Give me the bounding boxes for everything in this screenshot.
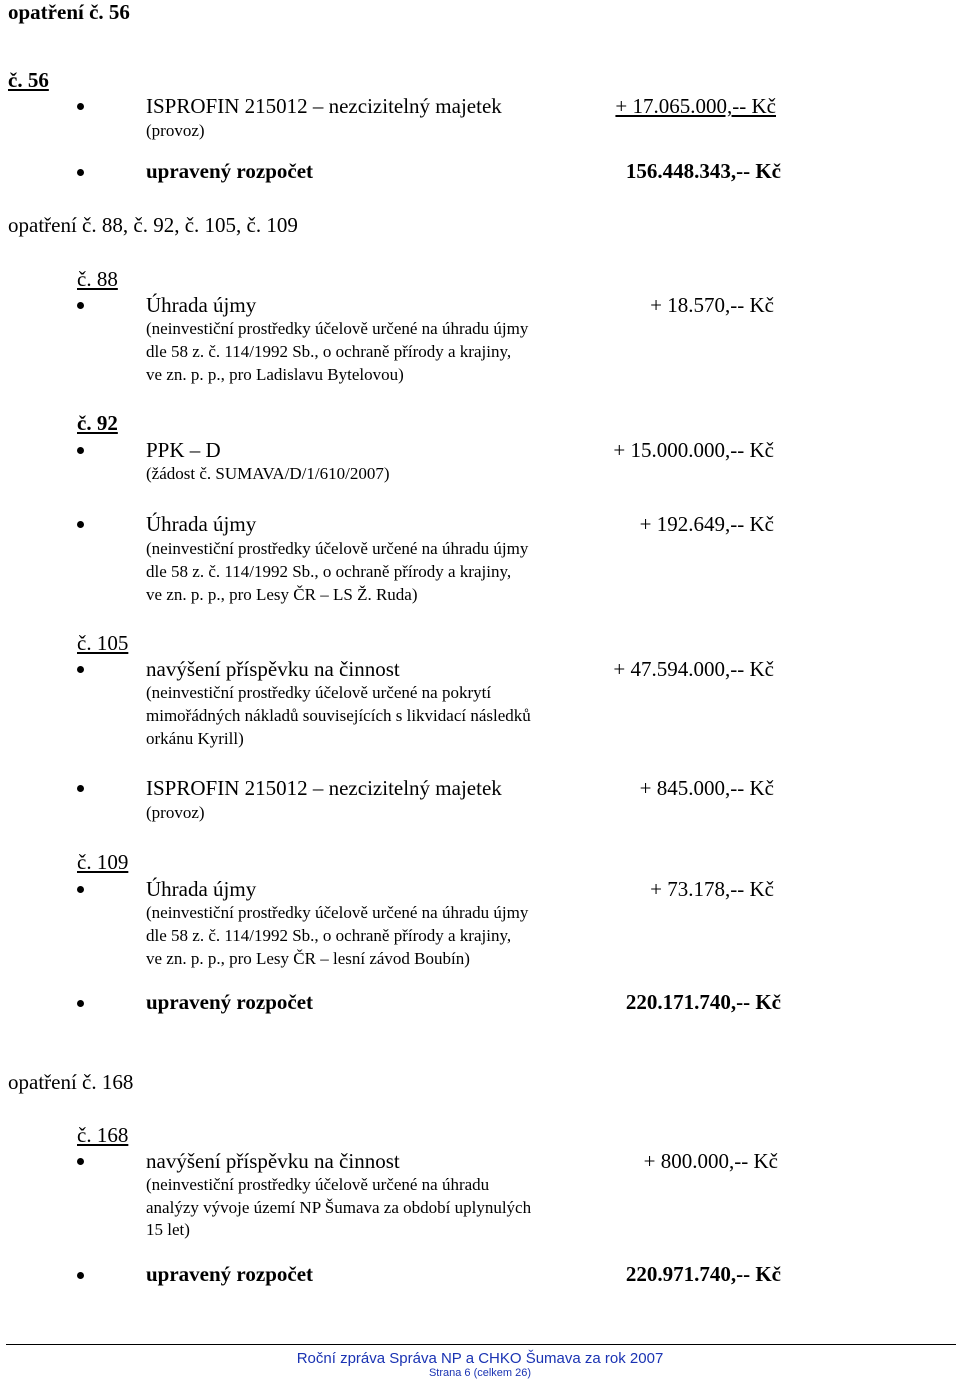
budget-amount: 156.448.343,-- Kč (625, 159, 781, 183)
item-detail-line: orkánu Kyrill) (146, 729, 244, 748)
item-note: (provoz) (146, 121, 205, 140)
item-detail-line: (neinvestiční prostředky účelově určené na úhradu újmy (146, 539, 529, 558)
budget-amount: 220.171.740,-- Kč (625, 990, 781, 1014)
section-heading-56: opatření č. 56 (8, 0, 130, 24)
item-detail-line: (neinvestiční prostředky účelově určené na úhradu (146, 1175, 490, 1194)
item-amount: + 17.065.000,-- Kč (615, 94, 776, 118)
item-amount: + 192.649,-- Kč (639, 512, 774, 536)
bullet-icon (77, 1000, 84, 1007)
item-amount: + 845.000,-- Kč (639, 776, 774, 800)
item-detail-line: 15 let) (146, 1220, 190, 1239)
item-title: navýšení příspěvku na činnost (146, 657, 400, 681)
item-detail-line: (neinvestiční prostředky účelově určené na úhradu újmy (146, 319, 529, 338)
item-detail-line: ve zn. p. p., pro Ladislavu Bytelovou) (146, 365, 404, 384)
footer-divider (6, 1344, 956, 1345)
item-detail-line: (neinvestiční prostředky účelově určené na úhradu újmy (146, 903, 529, 922)
item-title: ISPROFIN 215012 – nezcizitelný majetek (146, 94, 502, 118)
item-amount: + 18.570,-- Kč (650, 293, 774, 317)
item-detail-line: (neinvestiční prostředky účelově určené na pokrytí (146, 683, 492, 702)
bullet-icon (77, 521, 84, 528)
item-title: PPK – D (146, 438, 221, 462)
bullet-icon (77, 666, 84, 673)
item-detail-line: ve zn. p. p., pro Lesy ČR – LS Ž. Ruda) (146, 585, 418, 604)
subsection-109: č. 109 (77, 850, 129, 874)
subsection-168: č. 168 (77, 1123, 129, 1147)
item-detail-line: dle 58 z. č. 114/1992 Sb., o ochraně přírody a krajiny, (146, 562, 512, 581)
item-title: Úhrada újmy (146, 877, 257, 901)
section-heading-168: opatření č. 168 (8, 1070, 134, 1094)
item-detail-line: dle 58 z. č. 114/1992 Sb., o ochraně přírody a krajiny, (146, 342, 512, 361)
item-detail-line: analýzy vývoje území NP Šumava za období uplynulých (146, 1198, 532, 1217)
item-amount: + 15.000.000,-- Kč (613, 438, 774, 462)
budget-label: upravený rozpočet (146, 1262, 314, 1286)
footer-page-number: Strana 6 (celkem 26) (428, 1367, 532, 1379)
budget-label: upravený rozpočet (146, 159, 314, 183)
item-detail-line: ve zn. p. p., pro Lesy ČR – lesní závod Boubín) (146, 949, 470, 968)
footer-title: Roční zpráva Správa NP a CHKO Šumava za rok 2007 (296, 1350, 664, 1367)
budget-amount: 220.971.740,-- Kč (625, 1262, 781, 1286)
item-title: Úhrada újmy (146, 512, 257, 536)
bullet-icon (77, 886, 84, 893)
item-detail-line: dle 58 z. č. 114/1992 Sb., o ochraně přírody a krajiny, (146, 926, 512, 945)
subsection-105: č. 105 (77, 631, 129, 655)
bullet-icon (77, 447, 84, 454)
bullet-icon (77, 302, 84, 309)
item-amount: + 73.178,-- Kč (650, 877, 774, 901)
section-heading-88: opatření č. 88, č. 92, č. 105, č. 109 (8, 213, 298, 237)
subsection-56: č. 56 (8, 68, 49, 92)
item-note: (provoz) (146, 803, 205, 822)
item-note: (žádost č. SUMAVA/D/1/610/2007) (146, 464, 390, 483)
item-amount: + 47.594.000,-- Kč (613, 657, 774, 681)
item-title: ISPROFIN 215012 – nezcizitelný majetek (146, 776, 502, 800)
item-amount: + 800.000,-- Kč (643, 1149, 778, 1173)
subsection-88: č. 88 (77, 267, 118, 291)
item-title: navýšení příspěvku na činnost (146, 1149, 400, 1173)
item-detail-line: mimořádných nákladů souvisejících s likvidací následků (146, 706, 531, 725)
item-title: Úhrada újmy (146, 293, 257, 317)
subsection-92: č. 92 (77, 411, 118, 435)
budget-label: upravený rozpočet (146, 990, 314, 1014)
bullet-icon (77, 1272, 84, 1279)
bullet-icon (77, 1158, 84, 1165)
bullet-icon (77, 169, 84, 176)
bullet-icon (77, 785, 84, 792)
bullet-icon (77, 103, 84, 110)
